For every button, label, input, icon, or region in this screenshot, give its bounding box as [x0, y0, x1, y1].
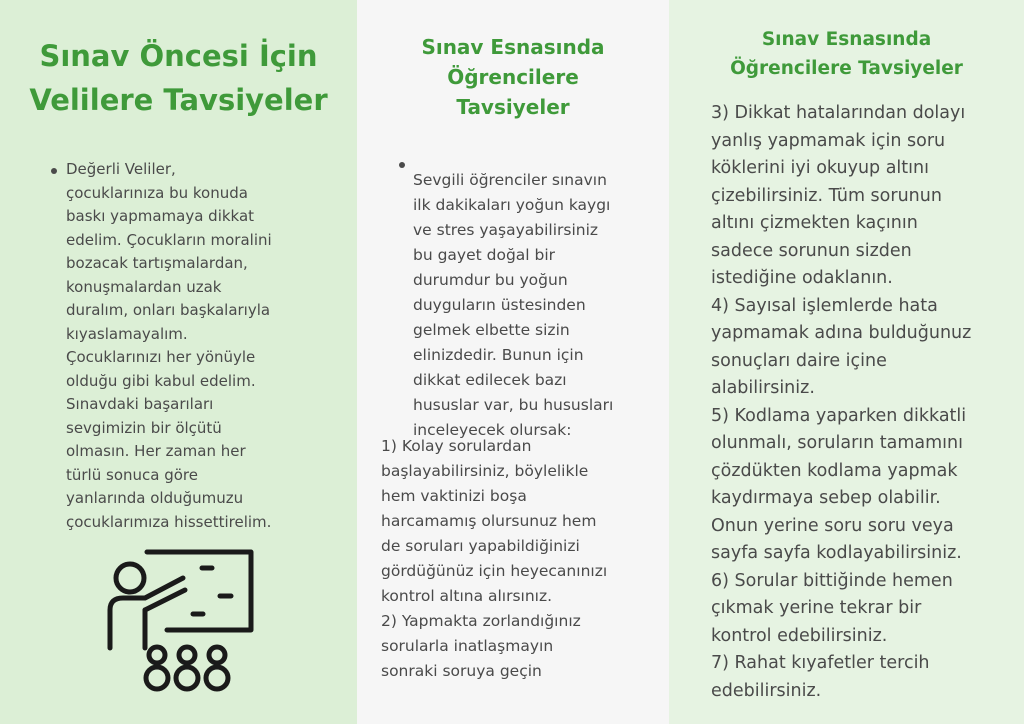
panel2-text: 1) Kolay sorulardan başlayabilirsiniz, böylelikle hem vaktinizi boşa harcamamış olursunuz hem de soruları yapabildiğinizi gördüğünüz için heyecanınızı kontrol altına alırsınız. 2) Yapmakta zorlandığınız sorularla inatlaşmayın sonraki soruya geçin — [381, 437, 608, 680]
panel-exam-advice-1 — [357, 0, 669, 724]
panel2-title: Sınav Esnasında Öğrencilere Tavsiyeler — [421, 35, 605, 119]
panel3-text: 3) Dikkat hatalarından dolayı yanlış yapmamak için soru köklerini iyi okuyup altını çizebilirsiniz. Tüm sorunun altını çizmekten kaçının sadece sorunun sizden istediğine odaklanın. 4) Sayısal işlemlerde hata yapmamak adına bulduğunuz sonuçları daire içine alabilirsiniz. 5) Kodlama yaparken dikkatli olunmalı, soruların tamamını çözdükten kodlama yapmak kaydırmaya sebep olabilir. Onun yerine soru soru veya sayfa sayfa kodlayabilirsiniz. 6) Sorular bittiğinde hemen çıkmak yerine tekrar bir kontrol edebilirsiniz. 7) Rahat kıyafetler tercih edebilirsiniz. — [711, 103, 972, 701]
bullet-dot — [51, 168, 57, 174]
panel3-title: Sınav Esnasında Öğrencilere Tavsiyeler — [730, 29, 963, 79]
panel1-title: Sınav Öncesi İçin Velilere Tavsiyeler — [29, 39, 328, 117]
panel2-intro-text: Sevgili öğrenciler sınavın ilk dakikaları yoğun kaygı ve stres yaşayabilirsiniz bu gayet doğal bir durumdur bu yoğun duyguların üstesinden gelmek elbette sizin elinizdedir. Bunun için dikkat edilecek bazı hususlar var, bu hususları inceleyecek olursak: — [413, 170, 614, 439]
bullet-dot — [399, 162, 405, 168]
panel1-text: Değerli Veliler, çocuklarınıza bu konuda baskı yapmamaya dikkat edelim. Çocukların moralini bozacak tartışmalardan, konuşmalardan uzak duralım, onları başkalarıyla kıyaslamayalım. Çocuklarınızı her yönüyle olduğu gibi kabul edelim. Sınavdaki başarıları sevgimizin bir ölçütü olmasın. Her zaman her türlü sonuca göre yanlarında olduğumuzu çocuklarımıza hissettirelim. — [66, 160, 272, 531]
panel-exam-advice-2 — [669, 0, 1024, 724]
panel-parents-advice — [0, 0, 357, 724]
teacher-at-board-icon — [105, 548, 255, 700]
